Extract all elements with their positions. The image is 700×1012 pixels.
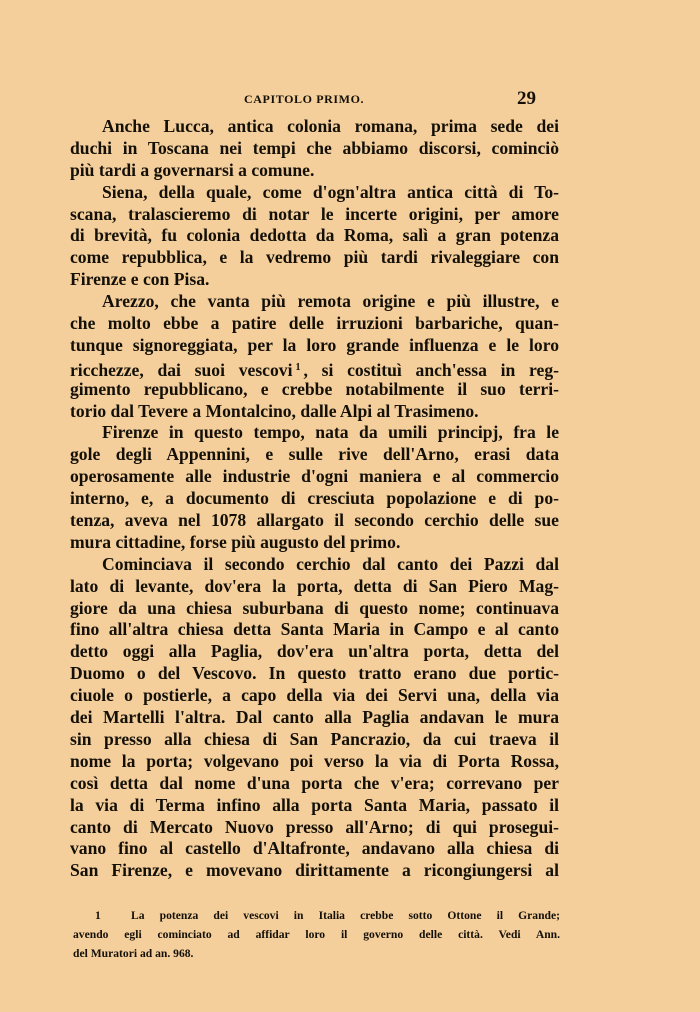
text-line: canto di Mercato Nuovo presso all'Arno; di qui prosegui-: [70, 816, 559, 837]
text-line: torio dal Tevere a Montalcino, dalle Alpi al Trasimeno.: [70, 400, 479, 421]
text-line-with-footnote-ref: [70, 357, 559, 379]
text-line: Cominciava il secondo cerchio dal canto dei Pazzi dal: [102, 553, 559, 574]
text-line: Duomo o del Vescovo. In questo tratto erano due portic-: [70, 663, 559, 684]
text-segment: ricchezze, dai suoi vescovi: [70, 359, 293, 380]
text-line: nome la porta; volgevano poi verso la via di Porta Rossa,: [70, 750, 559, 771]
text-line: Firenze in questo tempo, nata da umili principj, fra le: [102, 422, 559, 443]
text-line: gole degli Appennini, e sulle rive dell'Arno, erasi data: [70, 444, 559, 465]
footnote-number: 1: [95, 909, 101, 922]
text-line: che molto ebbe a patire delle irruzioni barbariche, quan-: [70, 313, 559, 334]
footnote-text: La potenza dei vescovi in Italia crebbe sotto Ottone il Grande;: [131, 909, 561, 922]
text-line: Siena, della quale, come d'ogn'altra antica città di To-: [102, 181, 559, 202]
text-line: tunque signoreggiata, per la loro grande influenza e le loro: [70, 334, 559, 355]
body-text: [70, 116, 559, 882]
text-line: interno, e, a documento di cresciuta popolazione e di po-: [70, 488, 559, 509]
text-line: duchi in Toscana nei tempi che abbiamo discorsi, cominciò: [70, 137, 559, 158]
text-segment: , si costituì anch'essa in reg-: [303, 359, 559, 380]
text-line: vano fino al castello d'Altafronte, andavano alla chiesa di: [70, 838, 559, 859]
text-line: Firenze e con Pisa.: [70, 269, 210, 290]
text-line: detto oggi alla Paglia, dov'era un'altra porta, detta del: [70, 641, 559, 662]
text-line: mura cittadine, forse più augusto del primo.: [70, 531, 401, 552]
text-line: giore da una chiesa suburbana di questo nome; continuava: [70, 597, 559, 618]
text-line: la via di Terma infino alla porta Santa Maria, passato il: [70, 794, 559, 815]
text-line: come repubblica, e la vedremo più tardi rivaleggiare con: [70, 247, 559, 268]
text-line: Arezzo, che vanta più remota origine e più illustre, e: [102, 291, 559, 312]
text-line: così detta dal nome d'una porta che v'era; correvano per: [70, 772, 559, 793]
text-line: gimento repubblicano, e crebbe notabilmente il suo terri-: [70, 378, 559, 399]
footnote-line: avendo egli cominciato ad affidar loro il governo delle città. Vedi Ann.: [73, 928, 560, 941]
footnote: [73, 906, 560, 963]
text-line: tenza, aveva nel 1078 allargato il secondo cerchio delle sue: [70, 510, 559, 531]
footnote-line: [73, 906, 560, 925]
text-line: dei Martelli l'altra. Dal canto alla Paglia andavan le mura: [70, 707, 559, 728]
running-title: CAPITOLO PRIMO.: [244, 92, 365, 106]
text-line: di brevità, fu colonia dedotta da Roma, salì a gran potenza: [70, 225, 559, 246]
text-line: ciuole o postierle, a capo della via dei Servi una, della via: [70, 685, 559, 706]
text-line: Anche Lucca, antica colonia romana, prima sede dei: [102, 116, 559, 136]
text-line: operosamente alle industrie d'ogni maniera e al commercio: [70, 466, 559, 487]
page-number: 29: [517, 88, 536, 109]
text-line: fino all'altra chiesa detta Santa Maria in Campo e al canto: [70, 619, 559, 640]
text-line: lato di levante, dov'era la porta, detta di San Piero Mag-: [70, 575, 559, 596]
text-line: sin presso alla chiesa di San Pancrazio, da cui traeva il: [70, 728, 559, 749]
text-line: più tardi a governarsi a comune.: [70, 159, 315, 180]
footnote-marker: 1: [295, 361, 301, 373]
page-header: [0, 88, 700, 112]
text-line: scana, tralascieremo di notar le incerte origini, per amore: [70, 203, 559, 224]
footnote-line: del Muratori ad an. 968.: [73, 947, 194, 960]
text-line: San Firenze, e movevano dirittamente a ricongiungersi al: [70, 860, 559, 881]
